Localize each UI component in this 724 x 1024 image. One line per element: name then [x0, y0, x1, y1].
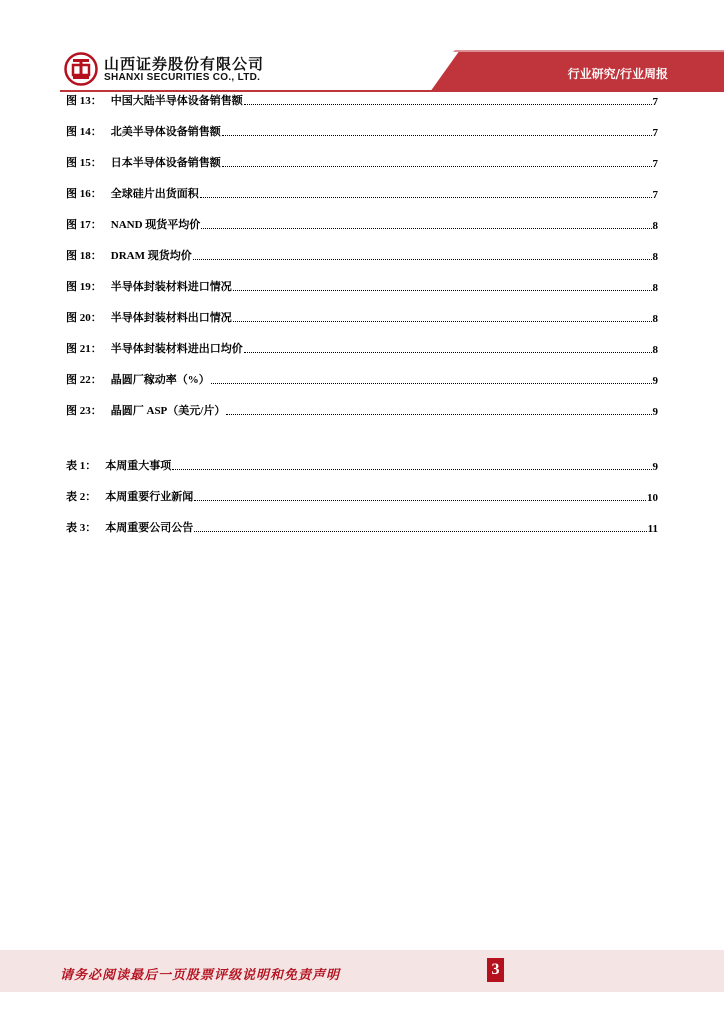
dot-leader — [233, 289, 652, 291]
toc-entry-title: 北美半导体设备销售额 — [110, 126, 221, 138]
toc-entry-figure-21[interactable] — [66, 340, 658, 356]
toc-entry-number: 表 1： — [66, 460, 97, 472]
toc-entry-page: 8 — [652, 344, 658, 356]
page-number: 3 — [487, 958, 504, 982]
toc-entry-number: 表 2： — [66, 491, 97, 503]
toc-entry-figure-23[interactable] — [66, 402, 658, 418]
shanxi-securities-logo-icon — [64, 52, 98, 86]
toc-entry-number: 图 18： — [66, 250, 102, 262]
toc-entry-page: 7 — [652, 96, 658, 108]
toc-entry-table-2[interactable] — [66, 488, 658, 504]
toc-entry-number: 图 21： — [66, 343, 102, 355]
toc-entry-page: 11 — [647, 523, 658, 535]
toc-entry-table-1[interactable] — [66, 457, 658, 473]
toc-entry-figure-18[interactable] — [66, 247, 658, 263]
toc-entry-title: 半导体封装材料进出口均价 — [110, 343, 243, 355]
toc-entry-figure-13[interactable] — [66, 92, 658, 108]
dot-leader — [244, 103, 652, 105]
toc-entry-page: 8 — [652, 282, 658, 294]
toc-entry-title: 全球硅片出货面积 — [110, 188, 199, 200]
dot-leader — [201, 227, 651, 229]
dot-leader — [222, 134, 652, 136]
toc-entry-title: 本周重要行业新闻 — [105, 491, 194, 503]
company-name-en: SHANXI SECURITIES CO., LTD. — [104, 72, 261, 83]
page-footer — [0, 950, 724, 992]
toc-entry-page: 9 — [652, 461, 658, 473]
toc-entry-title: 半导体封装材料出口情况 — [110, 312, 232, 324]
toc-entry-figure-16[interactable] — [66, 185, 658, 201]
toc-entry-number: 图 13： — [66, 95, 102, 107]
toc-entry-title: DRAM 现货均价 — [110, 250, 192, 262]
toc-entry-page: 8 — [652, 251, 658, 263]
dot-leader — [172, 468, 651, 470]
toc-entry-number: 图 22： — [66, 374, 102, 386]
dot-leader — [200, 196, 652, 198]
dot-leader — [233, 320, 652, 322]
toc-entry-figure-19[interactable] — [66, 278, 658, 294]
toc-entry-title: 晶圆厂 ASP（美元/片） — [110, 405, 226, 417]
toc-entry-number: 图 23： — [66, 405, 102, 417]
toc-entry-table-3[interactable] — [66, 519, 658, 535]
dot-leader — [194, 499, 646, 501]
toc-entry-page: 9 — [652, 375, 658, 387]
page-header — [0, 0, 724, 92]
toc-entry-number: 表 3： — [66, 522, 97, 534]
toc-entry-page: 7 — [652, 127, 658, 139]
toc-entry-number: 图 15： — [66, 157, 102, 169]
toc-entry-figure-15[interactable] — [66, 154, 658, 170]
toc-entry-title: 日本半导体设备销售额 — [110, 157, 221, 169]
toc-entry-number: 图 17： — [66, 219, 102, 231]
toc-entry-page: 8 — [652, 313, 658, 325]
toc-entry-title: 半导体封装材料进口情况 — [110, 281, 232, 293]
toc-entry-page: 7 — [652, 158, 658, 170]
toc-entry-title: 中国大陆半导体设备销售额 — [110, 95, 243, 107]
toc-entry-figure-17[interactable] — [66, 216, 658, 232]
dot-leader — [244, 351, 652, 353]
toc-entry-title: 晶圆厂稼动率（%） — [110, 374, 210, 386]
toc-entry-title: NAND 现货平均价 — [110, 219, 201, 231]
toc-entry-page: 10 — [647, 492, 658, 504]
toc-entry-page: 7 — [652, 189, 658, 201]
toc-entry-number: 图 14： — [66, 126, 102, 138]
toc-entry-page: 8 — [652, 220, 658, 232]
dot-leader — [211, 382, 652, 384]
report-type: 行业研究/行业周报 — [567, 67, 668, 81]
dot-leader — [194, 530, 646, 532]
toc-entry-figure-22[interactable] — [66, 371, 658, 387]
toc-entry-title: 本周重大事项 — [105, 460, 172, 472]
toc-entry-figure-14[interactable] — [66, 123, 658, 139]
toc-entry-number: 图 19： — [66, 281, 102, 293]
toc-entry-figure-20[interactable] — [66, 309, 658, 325]
disclaimer-notice: 请务必阅读最后一页股票评级说明和免责声明 — [60, 968, 341, 983]
dot-leader — [226, 413, 651, 415]
dot-leader — [222, 165, 652, 167]
toc-entry-number: 图 20： — [66, 312, 102, 324]
toc-entry-title: 本周重要公司公告 — [105, 522, 194, 534]
toc-entry-page: 9 — [652, 406, 658, 418]
dot-leader — [193, 258, 652, 260]
toc-entry-number: 图 16： — [66, 188, 102, 200]
company-name-cn: 山西证券股份有限公司 — [104, 55, 265, 73]
